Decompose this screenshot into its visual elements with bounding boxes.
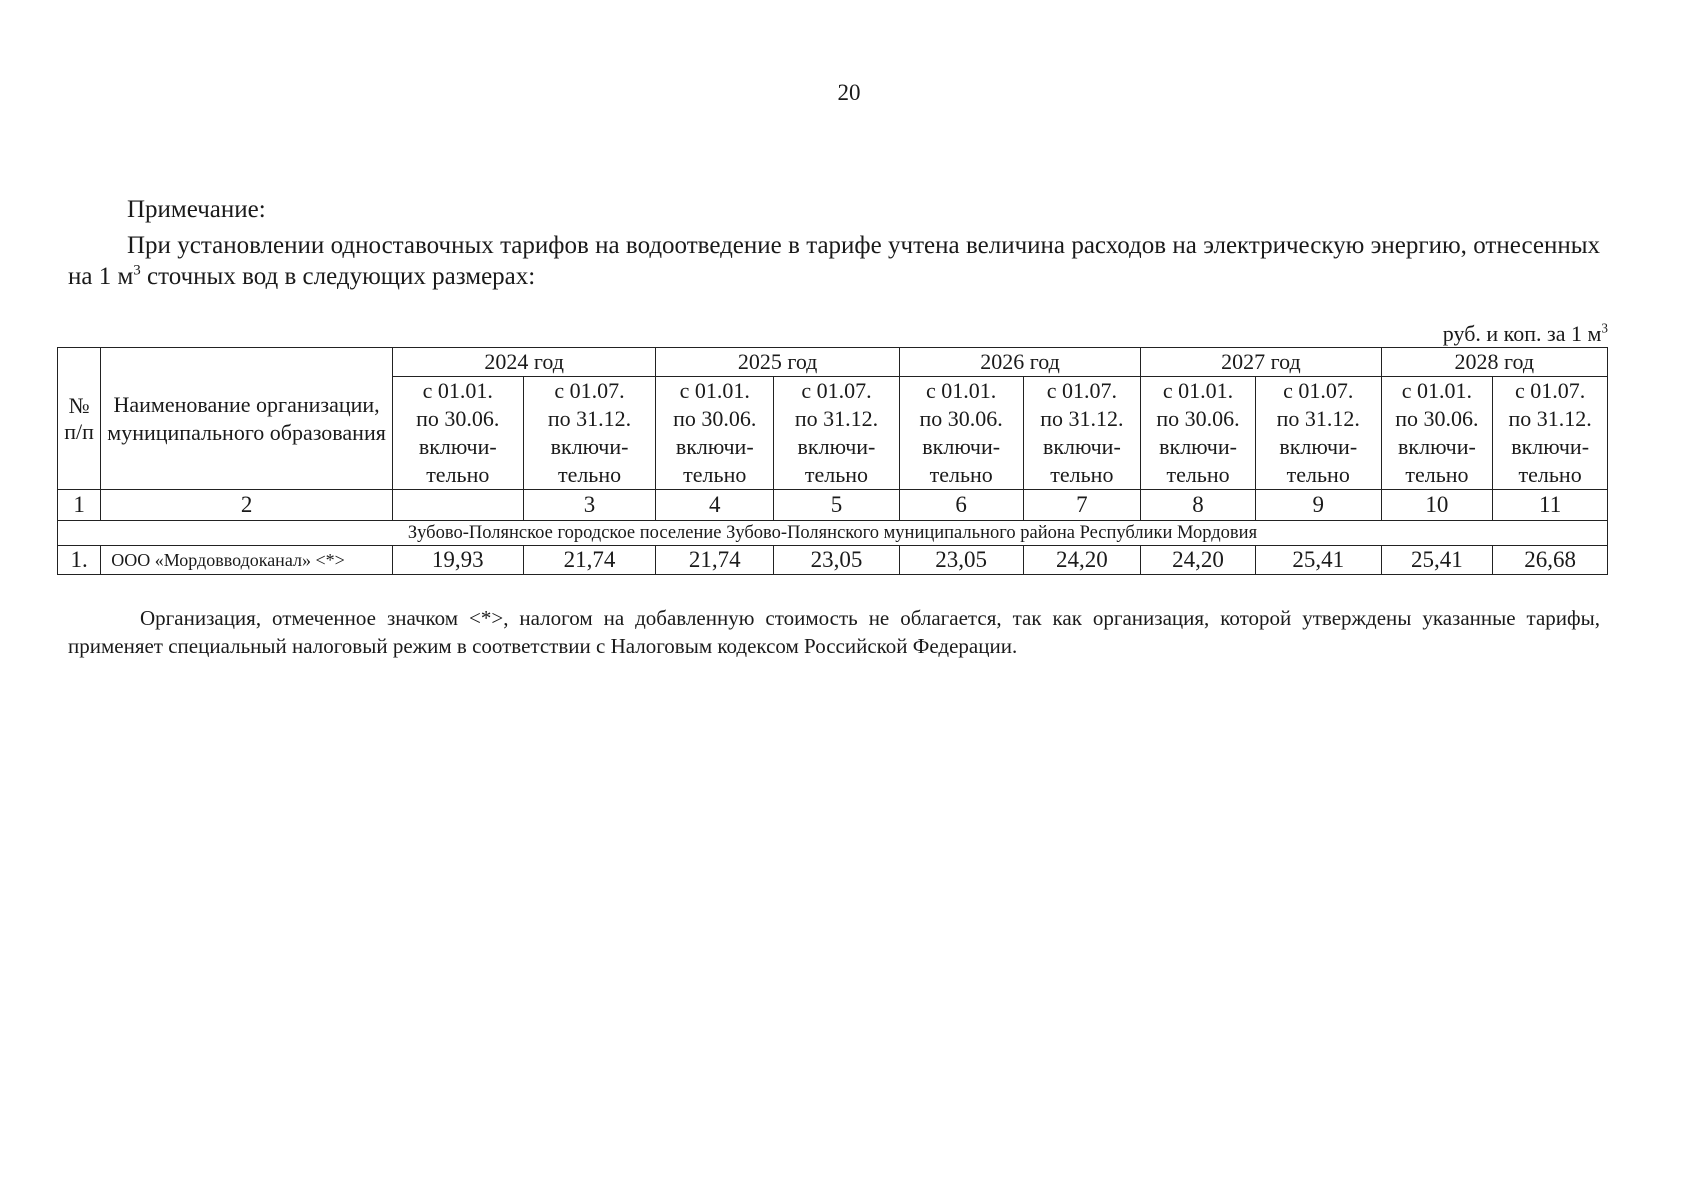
- header-period-second-half: с 01.07. по 31.12. включи- тельно: [1493, 377, 1608, 490]
- column-number: 3: [523, 490, 656, 521]
- header-period-first-half: с 01.01. по 30.06. включи- тельно: [1381, 377, 1493, 490]
- column-number: 6: [899, 490, 1023, 521]
- header-period-first-half: с 01.01. по 30.06. включи- тельно: [1141, 377, 1256, 490]
- tariff-value: 21,74: [523, 546, 656, 575]
- vat-footnote: Организация, отмеченное значком <*>, налогом на добавленную стоимость не облагается, так как организация, которой утверждены указанные тарифы, применяет специальный налоговый режим в соответствии с Налоговым кодексом Российской Федерации.: [68, 606, 1600, 658]
- column-number: [392, 490, 523, 521]
- header-year-2024: 2024 год: [392, 348, 656, 377]
- unit-label: [1443, 321, 1608, 347]
- tariff-value: 24,20: [1141, 546, 1256, 575]
- column-number: 5: [774, 490, 900, 521]
- column-number: 10: [1381, 490, 1493, 521]
- tariff-value: 19,93: [392, 546, 523, 575]
- note-heading: Примечание:: [127, 196, 266, 223]
- note-text-part1: При установлении одноставочных тарифов на водоотведение в тарифе учтена величина расходов на электрическую энергию, отнесенных на 1 м: [68, 232, 1600, 290]
- column-number: 11: [1493, 490, 1608, 521]
- table-row: [58, 546, 1608, 575]
- header-period-first-half: с 01.01. по 30.06. включи- тельно: [899, 377, 1023, 490]
- row-number: 1.: [58, 546, 101, 575]
- tariff-value: 25,41: [1255, 546, 1381, 575]
- header-no: № п/п: [58, 348, 101, 490]
- header-name: Наименование организации, муниципального образования: [101, 348, 393, 490]
- tariff-value: 21,74: [656, 546, 774, 575]
- column-number: 8: [1141, 490, 1256, 521]
- header-period-first-half: с 01.01. по 30.06. включи- тельно: [656, 377, 774, 490]
- header-period-first-half: с 01.01. по 30.06. включи- тельно: [392, 377, 523, 490]
- region-name: Зубово-Полянское городское поселение Зубово-Полянского муниципального района Республики Мордовия: [58, 521, 1608, 546]
- tariff-value: 23,05: [774, 546, 900, 575]
- header-year-2026: 2026 год: [899, 348, 1140, 377]
- tariff-value: 24,20: [1023, 546, 1141, 575]
- header-period-second-half: с 01.07. по 31.12. включи- тельно: [523, 377, 656, 490]
- organization-name: ООО «Мордовводоканал» <*>: [101, 546, 393, 575]
- tariff-value: 23,05: [899, 546, 1023, 575]
- unit-superscript: 3: [1601, 320, 1608, 336]
- header-year-2025: 2025 год: [656, 348, 899, 377]
- column-number: 1: [58, 490, 101, 521]
- note-text: [68, 230, 1600, 292]
- column-number: 7: [1023, 490, 1141, 521]
- header-period-second-half: с 01.07. по 31.12. включи- тельно: [1023, 377, 1141, 490]
- column-number: 9: [1255, 490, 1381, 521]
- unit-text: руб. и коп. за 1 м: [1442, 321, 1602, 346]
- tariff-table: [57, 347, 1608, 575]
- page-number: 20: [837, 80, 861, 105]
- header-year-2027: 2027 год: [1141, 348, 1381, 377]
- header-year-2028: 2028 год: [1381, 348, 1607, 377]
- tariff-value: 26,68: [1493, 546, 1608, 575]
- column-number-row: [58, 490, 1608, 521]
- region-row: [58, 521, 1608, 546]
- header-row-years: [58, 348, 1608, 377]
- column-number: 4: [656, 490, 774, 521]
- tariff-value: 25,41: [1381, 546, 1493, 575]
- note-text-part2: сточных вод в следующих размерах:: [140, 263, 536, 290]
- column-number: 2: [101, 490, 393, 521]
- header-period-second-half: с 01.07. по 31.12. включи- тельно: [1255, 377, 1381, 490]
- header-period-second-half: с 01.07. по 31.12. включи- тельно: [774, 377, 900, 490]
- note-superscript: 3: [133, 262, 141, 279]
